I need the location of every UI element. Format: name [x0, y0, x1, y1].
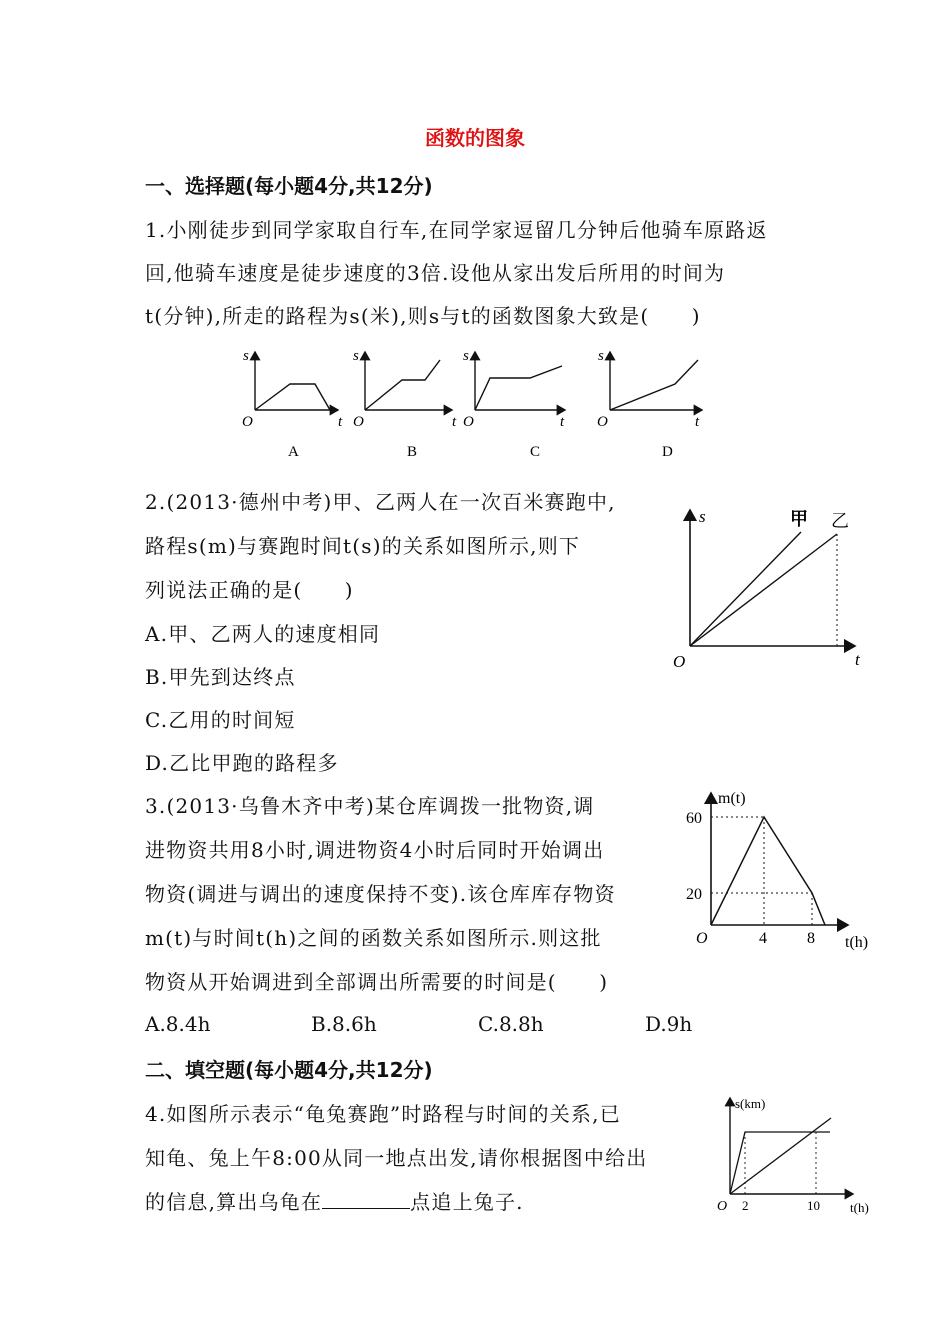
q1-line-3: t(分钟),所走的路程为s(米),则s与t的函数图象大致是( ) — [145, 304, 701, 328]
q2-line-3: 列说法正确的是( ) — [145, 578, 354, 602]
section-heading-fill: 二、填空题(每小题4分,共12分) — [145, 1058, 433, 1082]
q3-x-tick-8: 8 — [807, 930, 815, 947]
q3-x-label: t(h) — [845, 934, 869, 951]
q3-line-1: 3.(2013·乌鲁木齐中考)某仓库调拨一批物资,调 — [145, 794, 595, 818]
q3-x-tick-4: 4 — [759, 930, 767, 947]
q4-origin: O — [717, 1199, 728, 1214]
q3-option-b: B.8.6h — [311, 1012, 377, 1036]
q4-line-3-after: 点追上兔子. — [410, 1190, 524, 1214]
q1-a-origin: O — [242, 414, 253, 430]
q1-option-c: C — [530, 444, 541, 460]
q1-a-y-label: s — [243, 348, 249, 364]
q3-line-5: 物资从开始调进到全部调出所需要的时间是( ) — [145, 970, 609, 994]
page-title: 函数的图象 — [425, 126, 525, 150]
q1-graph-a — [242, 348, 343, 460]
q1-graph-d — [597, 348, 702, 460]
q4-line-3-before: 的信息,算出乌龟在 — [145, 1190, 323, 1214]
q4-line-3 — [145, 1186, 524, 1215]
q2-origin: O — [673, 652, 686, 671]
q4-line-1: 4.如图所示表示“龟兔赛跑”时路程与时间的关系,已 — [145, 1102, 621, 1126]
q1-b-y-label: s — [353, 348, 359, 364]
q1-c-origin: O — [463, 414, 474, 430]
q4-line-2: 知龟、兔上午8:00从同一地点出发,请你根据图中给出 — [145, 1146, 648, 1170]
q2-line-yi — [690, 534, 837, 646]
q4-graph — [705, 1090, 885, 1220]
q3-stock-line — [711, 817, 825, 925]
q2-y-label: s — [699, 507, 706, 526]
q3-y-label: m(t) — [718, 790, 746, 807]
q1-graphs — [230, 340, 720, 470]
q3-option-d: D.9h — [645, 1012, 693, 1036]
q1-option-a: A — [288, 444, 299, 460]
q3-y-tick-60: 60 — [686, 810, 702, 827]
q2-series-yi: 乙 — [831, 511, 849, 532]
q3-y-tick-20: 20 — [686, 886, 702, 903]
q1-graph-c — [463, 348, 565, 460]
q1-line-1: 1.小刚徒步到同学家取自行车,在同学家逗留几分钟后他骑车原路返 — [145, 218, 768, 242]
q4-x-tick-2: 2 — [742, 1198, 749, 1213]
q1-line-2: 回,他骑车速度是徒步速度的3倍.设他从家出发后所用的时间为 — [145, 261, 726, 285]
q1-c-x-label: t — [560, 414, 565, 430]
q1-a-x-label: t — [338, 414, 343, 430]
q3-line-3: 物资(调进与调出的速度保持不变).该仓库库存物资 — [145, 882, 616, 906]
q2-option-c: C.乙用的时间短 — [145, 708, 296, 732]
q4-answer-blank[interactable] — [322, 1192, 410, 1209]
q1-option-d: D — [662, 444, 673, 460]
q1-d-origin: O — [597, 414, 608, 430]
q2-option-b: B.甲先到达终点 — [145, 665, 296, 689]
q1-c-y-label: s — [463, 348, 469, 364]
q4-x-tick-10: 10 — [807, 1198, 820, 1213]
q4-x-label: t(h) — [850, 1200, 869, 1215]
q1-graph-b — [353, 348, 457, 460]
q2-graph — [665, 500, 875, 675]
q2-option-d: D.乙比甲跑的路程多 — [145, 751, 339, 775]
q2-option-a: A.甲、乙两人的速度相同 — [145, 622, 381, 646]
q3-option-a: A.8.4h — [145, 1012, 211, 1036]
q3-graph — [680, 785, 890, 955]
q2-line-jia — [690, 532, 801, 646]
q1-option-b: B — [407, 444, 418, 460]
q3-line-4: m(t)与时间t(h)之间的函数关系如图所示.则这批 — [145, 926, 602, 950]
q2-x-label: t — [855, 650, 860, 669]
q1-d-y-label: s — [598, 348, 604, 364]
q3-option-c: C.8.8h — [478, 1012, 544, 1036]
q2-line-1: 2.(2013·德州中考)甲、乙两人在一次百米赛跑中, — [145, 490, 616, 514]
section-heading-choice: 一、选择题(每小题4分,共12分) — [145, 174, 433, 198]
q1-b-x-label: t — [452, 414, 457, 430]
q1-b-origin: O — [353, 414, 364, 430]
q3-line-2: 进物资共用8小时,调进物资4小时后同时开始调出 — [145, 838, 605, 862]
q1-d-x-label: t — [695, 414, 700, 430]
q2-series-jia: 甲 — [790, 509, 808, 530]
q4-y-label: s(km) — [735, 1096, 766, 1111]
q2-line-2: 路程s(m)与赛跑时间t(s)的关系如图所示,则下 — [145, 534, 581, 558]
q3-origin: O — [696, 930, 708, 947]
